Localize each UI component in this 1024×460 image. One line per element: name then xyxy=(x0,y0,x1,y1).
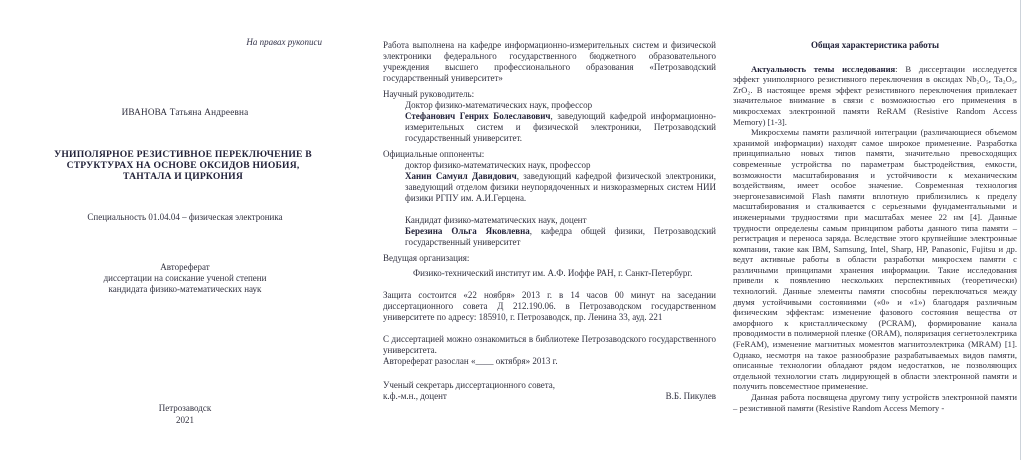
imprint-block xyxy=(30,403,340,426)
supervisor-heading: Научный руководитель: xyxy=(383,89,475,99)
opponent1-block xyxy=(405,160,716,204)
opponent2-rest: , кафедра общей физики, Петрозаводский государственный университет xyxy=(405,226,716,247)
supervisor-rest: , заведующий кафедрой информационно-измерительных систем и физической электроники, Петрозаводский государственный университет. xyxy=(405,111,716,143)
lead-org-text: Физико-технический институт им. А.Ф. Иоффе РАН, г. Санкт-Петербург. xyxy=(413,268,693,278)
abstract-line-2: диссертации на соискание ученой степени xyxy=(103,273,267,283)
secretary-title-block xyxy=(383,380,555,402)
opponent1-description xyxy=(405,171,716,204)
abstract-body-page xyxy=(733,40,1017,413)
opponent2-name: Березина Ольга Яковлевна xyxy=(405,226,530,236)
defense-info-page xyxy=(383,40,716,402)
secretary-line-1: Ученый секретарь диссертационного совета, xyxy=(383,380,556,390)
abstract-line-1: Автореферат xyxy=(160,262,210,272)
performed-at-paragraph: Работа выполнена на кафедре информационно-измерительных систем и физической электроники федерального государственного бюджетного образовательного учреждения высшего профессионального образования «Петрозаводский государственный университет» xyxy=(383,40,716,83)
title-page xyxy=(30,0,340,460)
author-name: ИВАНОВА Татьяна Андреевна xyxy=(121,107,249,117)
relevance-rest: : В диссертации исследуется эффект униполярного резистивного переключения в оксидах Nb₂O₅, Ta₂O₅, ZrO₂. В настоящее время эффект резистивного переключения привлекает значительное внимание в связи с возможностью его применения в микросхемах электронной памяти ReRAM (Resistive Random Access Memory) [1-3]. xyxy=(733,63,1017,127)
abstract-type-block xyxy=(30,262,340,295)
supervisor-description xyxy=(405,111,716,144)
lead-org-block xyxy=(413,268,716,279)
supervisor-degree: Доктор физико-математических наук, профессор xyxy=(405,100,593,110)
relevance-paragraph xyxy=(733,64,1017,128)
reram-intro-paragraph: Данная работа посвящена другому типу устройств электронной памяти – резистивной памяти (Resistive Random Access Memory - xyxy=(733,392,1017,413)
opponent1-rest: , заведующий кафедрой физической электроники, заведующий отделом физики неупорядоченных и низкоразмерных систем НИИ физики РГПУ им. А.И.Герцена. xyxy=(405,171,716,203)
relevance-lead: Актуальность темы исследования xyxy=(751,63,896,74)
section-heading: Общая характеристика работы xyxy=(810,40,939,50)
supervisor-name: Стефанович Генрих Болеславович xyxy=(405,111,551,121)
manuscript-note: На правах рукописи xyxy=(246,37,322,47)
library-paragraph: С диссертацией можно ознакомиться в библиотеке Петрозаводского государственного университета. xyxy=(383,334,716,355)
opponent1-degree: доктор физико-математических наук, профессор xyxy=(405,160,591,170)
secretary-name: В.Б. Пикулев xyxy=(665,391,716,401)
opponents-heading: Официальные оппоненты: xyxy=(383,149,485,159)
sent-line: Автореферат разослан «____ октября» 2013 г. xyxy=(383,356,558,366)
specialty-line: Специальность 01.04.04 – физическая электроника xyxy=(87,212,283,222)
memory-overview-paragraph: Микросхемы памяти различной интеграции (различающиеся объемом хранимой информации) находят самое широкое применение. Разработка принципиально новых типов памяти, значительно превосходящих современные устройства по параметрам быстродействия, емкости, возможности масштабирования и устойчивости к механическим воздействиям, имеет особое значение. Современная технология энергонезависимой Flash памяти вплотную приблизились к пределу масштабирования и сталкивается с серьезными фундаментальными и инженерными трудностями при масштабах менее 22 нм [4]. Данные трудности определены самым принципом работы данного типа памяти – регистрация и переноса заряда. Вследствие этого крупнейшие электронные компании, такие как IBM, Samsung, Intel, Sharp, HP, Panasonic, Fujitsu и др. ведут активные работы в области разработки микросхем памяти с различными принципами хранения информации. Такие исследования привели к появлению нескольких перспективных (теоретически) технологий. Данные элементы памяти способны переключаться между двумя устойчивыми состояниями («0» и «1») благодаря различным физическим эффектам: изменение фазового состояния вещества от аморфного к кристаллическому (PCRAM), формирование канала проводимости в полимерной пленке (ORAM), поляризация сегнетоэлектрика (FeRAM), изменение магнитных моментов магнитоэлектрика (MRAM) [1]. Однако, несмотря на такое разнообразие разрабатываемых видов памяти, описанные технологии обладают рядом недостатков, не позволяющих отдельной технологии стать лидирующей в области электронной памяти и получить повсеместное применение. xyxy=(733,127,1017,392)
secretary-row xyxy=(383,380,716,402)
opponent1-name: Ханин Самуил Давидович xyxy=(405,171,517,181)
defense-paragraph: Защита состоится «22 ноября» 2013 г. в 14 часов 00 минут на заседании диссертационного совета Д 212.190.06. в Петрозаводском государственном университете по адресу: 185910, г. Петрозаводск, пр. Ленина 33, ауд. 221 xyxy=(383,290,716,322)
opponent2-description xyxy=(405,226,716,248)
opponent2-degree: Кандидат физико-математических наук, доцент xyxy=(405,215,587,225)
page-edge-divider xyxy=(1020,0,1021,460)
secretary-line-2: к.ф.-м.н., доцент xyxy=(383,391,447,401)
dissertation-title: УНИПОЛЯРНОЕ РЕЗИСТИВНОЕ ПЕРЕКЛЮЧЕНИЕ В СТРУКТУРАХ НА ОСНОВЕ ОКСИДОВ НИОБИЯ, ТАНТАЛА И ЦИРКОНИЯ xyxy=(54,149,312,182)
lead-org-heading: Ведущая организация: xyxy=(383,253,470,263)
opponent2-block xyxy=(405,215,716,248)
abstract-line-3: кандидата физико-математических наук xyxy=(108,284,262,294)
supervisor-block xyxy=(405,100,716,144)
imprint-city: Петрозаводск xyxy=(158,403,212,413)
imprint-year: 2021 xyxy=(176,414,194,425)
